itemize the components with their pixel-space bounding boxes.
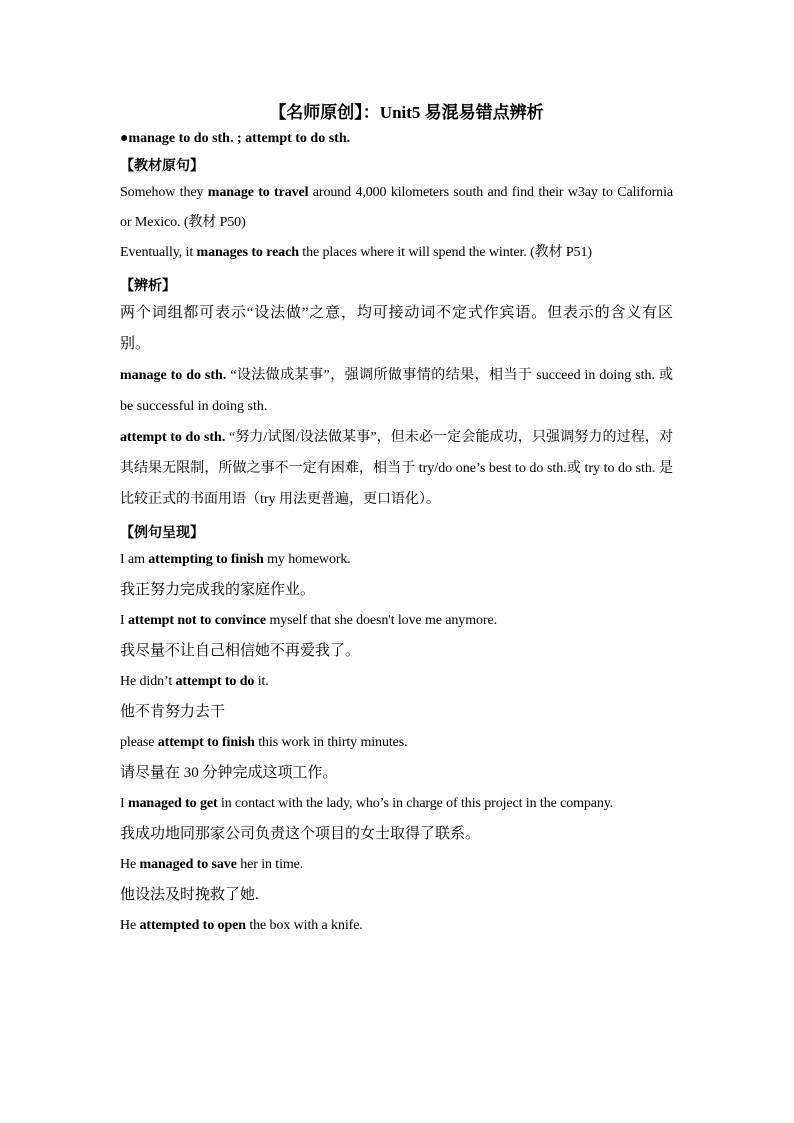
page-title: 【名师原创】：Unit5 易混易错点辨析 bbox=[269, 103, 544, 122]
topic-heading: ●manage to do sth. ; attempt to do sth. bbox=[120, 131, 351, 146]
document-page bbox=[120, 98, 673, 941]
example-en: I am attempting to finish my homework. bbox=[120, 552, 351, 567]
example-en: I attempt not to convince myself that she doesn't love me anymore. bbox=[120, 613, 497, 628]
example-zh: 他不肯努力去干 bbox=[120, 704, 226, 720]
analysis-manage: manage to do sth. “设法做成某事”，强调所做事情的结果，相当于 succeed in doing sth. 或 be successful in doing sth. bbox=[120, 368, 673, 414]
example-en: He didn’t attempt to do it. bbox=[120, 674, 269, 689]
example-zh: 请尽量在 30 分钟完成这项工作。 bbox=[120, 765, 338, 781]
section-analysis-heading: 【辨析】 bbox=[120, 279, 176, 294]
example-zh: 他设法及时挽救了她. bbox=[120, 887, 259, 903]
section-textbook-heading: 【教材原句】 bbox=[120, 159, 204, 174]
textbook-sentence-1: Somehow they manage to travel around 4,000 kilometers south and find their w3ay to California or Mexico. (教材 P50) bbox=[120, 185, 673, 230]
example-zh: 我正努力完成我的家庭作业。 bbox=[120, 582, 316, 598]
textbook-sentence-2: Eventually, it manages to reach the places where it will spend the winter. (教材 P51) bbox=[120, 245, 592, 260]
section-examples-heading: 【例句呈现】 bbox=[120, 526, 204, 541]
example-zh: 我成功地同那家公司负责这个项目的女士取得了联系。 bbox=[120, 826, 481, 842]
example-en: He attempted to open the box with a knife. bbox=[120, 918, 363, 933]
analysis-intro: 两个词组都可表示“设法做”之意，均可接动词不定式作宾语。但表示的含义有区别。 bbox=[120, 305, 673, 352]
example-en: please attempt to finish this work in thirty minutes. bbox=[120, 735, 408, 750]
analysis-attempt: attempt to do sth. “努力/试图/设法做某事”，但未必一定会能成功，只强调努力的过程，对其结果无限制，所做之事不一定有困难，相当于 try/do one’s best to do sth.或 try to do sth. 是比较正式的书面用语（try 用法更普遍，更口语化）。 bbox=[120, 430, 673, 507]
example-en: I managed to get in contact with the lady, who’s in charge of this project in the company. bbox=[120, 796, 614, 811]
example-zh: 我尽量不让自己相信她不再爱我了。 bbox=[120, 643, 361, 659]
example-en: He managed to save her in time. bbox=[120, 857, 304, 872]
